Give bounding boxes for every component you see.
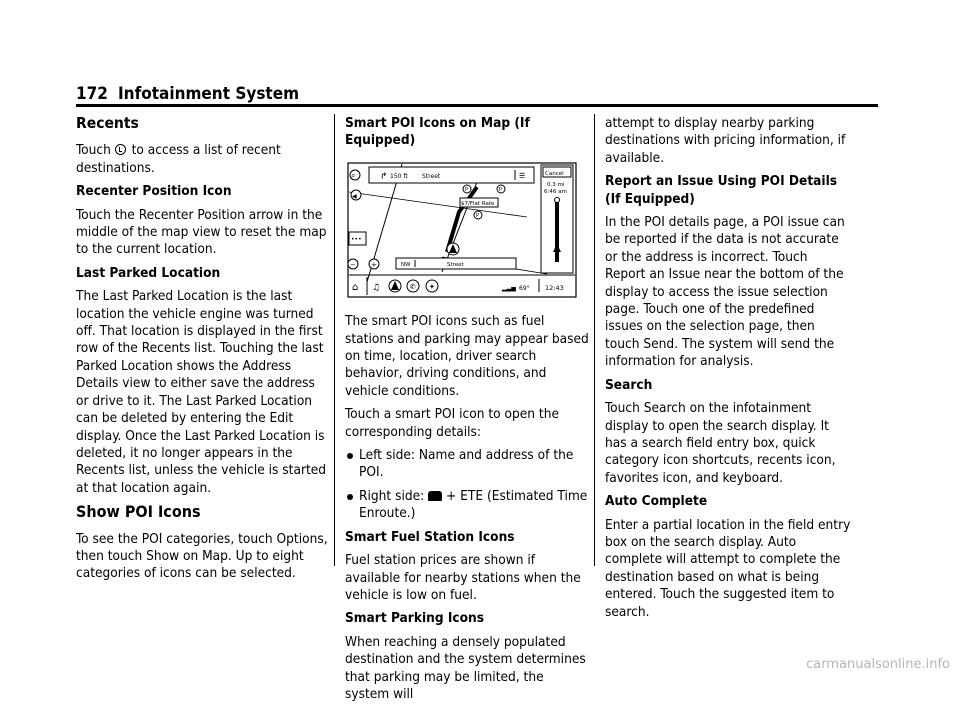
last-parked-text: The Last Parked Location is the last location the vehicle engine was turned off. That location is displayed in the first row of the Recents list. Touching the last Parked Location shows the Address Details view to either save the address or drive to it. The Last Parked Location can be deleted by entering the Edit display. Once the Last Parked Location is deleted, it no longer appears in the Recents list, unless the vehicle is started at that location again. — [76, 288, 327, 496]
column-divider-1 — [334, 114, 335, 566]
distance-label: 150 ft — [390, 172, 408, 180]
section-title: Infotainment System — [118, 84, 300, 104]
column-2 — [345, 115, 590, 709]
street-top-label: Street — [422, 172, 441, 180]
recents-text: Touch to access a list of recent destinations. — [76, 142, 281, 176]
apps-icon: ✦ — [429, 282, 435, 291]
bullet-left-side: Left side: Name and address of the POI. — [345, 447, 590, 482]
svg-text:▂▃▅: ▂▃▅ — [502, 284, 516, 292]
direction-label: NW — [401, 261, 411, 268]
svg-text:−: − — [350, 260, 356, 269]
clock-icon — [115, 144, 126, 155]
car-icon — [428, 491, 442, 501]
recenter-text: Touch the Recenter Position arrow in the middle of the map view to reset the map to the current location. — [76, 206, 327, 258]
touch-text: Touch a smart POI icon to open the corresponding details: — [345, 406, 559, 440]
price-label: $7/Flat Rate — [461, 200, 495, 207]
column-divider-2 — [594, 114, 595, 566]
autocomplete-heading: Auto Complete — [605, 493, 708, 510]
svg-text:P: P — [465, 186, 469, 193]
fuel-text: Fuel station prices are shown if available for nearby stations when the vehicle is low on fuel. — [345, 552, 581, 603]
page-number: 172 — [76, 84, 108, 104]
page-header — [76, 80, 878, 106]
eta-label: 6:46 am — [544, 188, 567, 195]
recents-heading: Recents — [76, 114, 139, 132]
watermark: carmanualsonline.info — [806, 657, 950, 672]
header-rule — [76, 104, 878, 107]
show-poi-heading: Show POI Icons — [76, 502, 201, 522]
autocomplete-text: Enter a partial location in the field entry box on the search display. Auto complete will attempt to complete the destination based on what is being entered. Touch the suggested item to search. — [605, 516, 851, 620]
search-text: Touch Search on the infotainment display to open the search display. It has a search field entry box, quick category icon shortcuts, recents icon, favorites icon, and keyboard. — [605, 400, 836, 486]
home-icon: ⌂ — [352, 281, 359, 293]
svg-text:P: P — [476, 212, 480, 219]
parking-continued-text: attempt to display nearby parking destinations with pricing information, if available. — [605, 115, 846, 166]
svg-text:+: + — [371, 260, 377, 269]
report-text: In the POI details page, a POI issue can be reported if the data is not accurate or the address is incorrect. Touch Report an Issue near the bottom of the display to access the issue selection page. Touch one of the predefined issues on the selection page, then touch Send. The system will send the information for analysis. — [605, 214, 845, 370]
street-bottom-label: Street — [447, 261, 464, 268]
volume-icon: ◀ — [352, 192, 357, 200]
column-3 — [605, 115, 851, 627]
temperature-label: 69° — [519, 284, 530, 292]
miles-label: 0.3 mi — [547, 181, 565, 188]
show-poi-text: To see the POI categories, touch Options, then touch Show on Map. Up to eight categories of icons can be selected. — [76, 530, 328, 582]
search-icon: ⌕ — [351, 170, 356, 180]
cancel-button: Cancel — [545, 170, 564, 177]
music-icon: ♫ — [372, 282, 381, 293]
svg-text:↱: ↱ — [380, 171, 388, 182]
clock-label: 12:43 — [545, 283, 564, 292]
search-heading: Search — [605, 376, 653, 393]
svg-text:☰: ☰ — [519, 171, 526, 180]
bullet-right-side: Right side: + ETE (Estimated Time Enroute.) — [345, 488, 590, 523]
svg-text:P: P — [499, 186, 503, 193]
phone-icon: ✆ — [410, 282, 416, 291]
parking-heading: Smart Parking Icons — [345, 610, 485, 627]
fuel-heading: Smart Fuel Station Icons — [345, 528, 515, 545]
parking-text: When reaching a densely populated destination and the system determines that parking may be limited, the system will — [345, 633, 586, 702]
more-button: ••• — [351, 235, 362, 243]
navigation-screen-figure — [347, 162, 577, 298]
smart-poi-heading: Smart POI Icons on Map (If Equipped) — [345, 115, 530, 149]
last-parked-heading: Last Parked Location — [76, 264, 221, 281]
report-heading: Report an Issue Using POI Details (If Equipped) — [605, 173, 838, 207]
smart-poi-text: The smart POI icons such as fuel stations and parking may appear based on time, location, driver search behavior, driving conditions, and vehicle conditions. — [345, 313, 589, 399]
recenter-heading: Recenter Position Icon — [76, 183, 232, 200]
column-1 — [76, 115, 328, 589]
